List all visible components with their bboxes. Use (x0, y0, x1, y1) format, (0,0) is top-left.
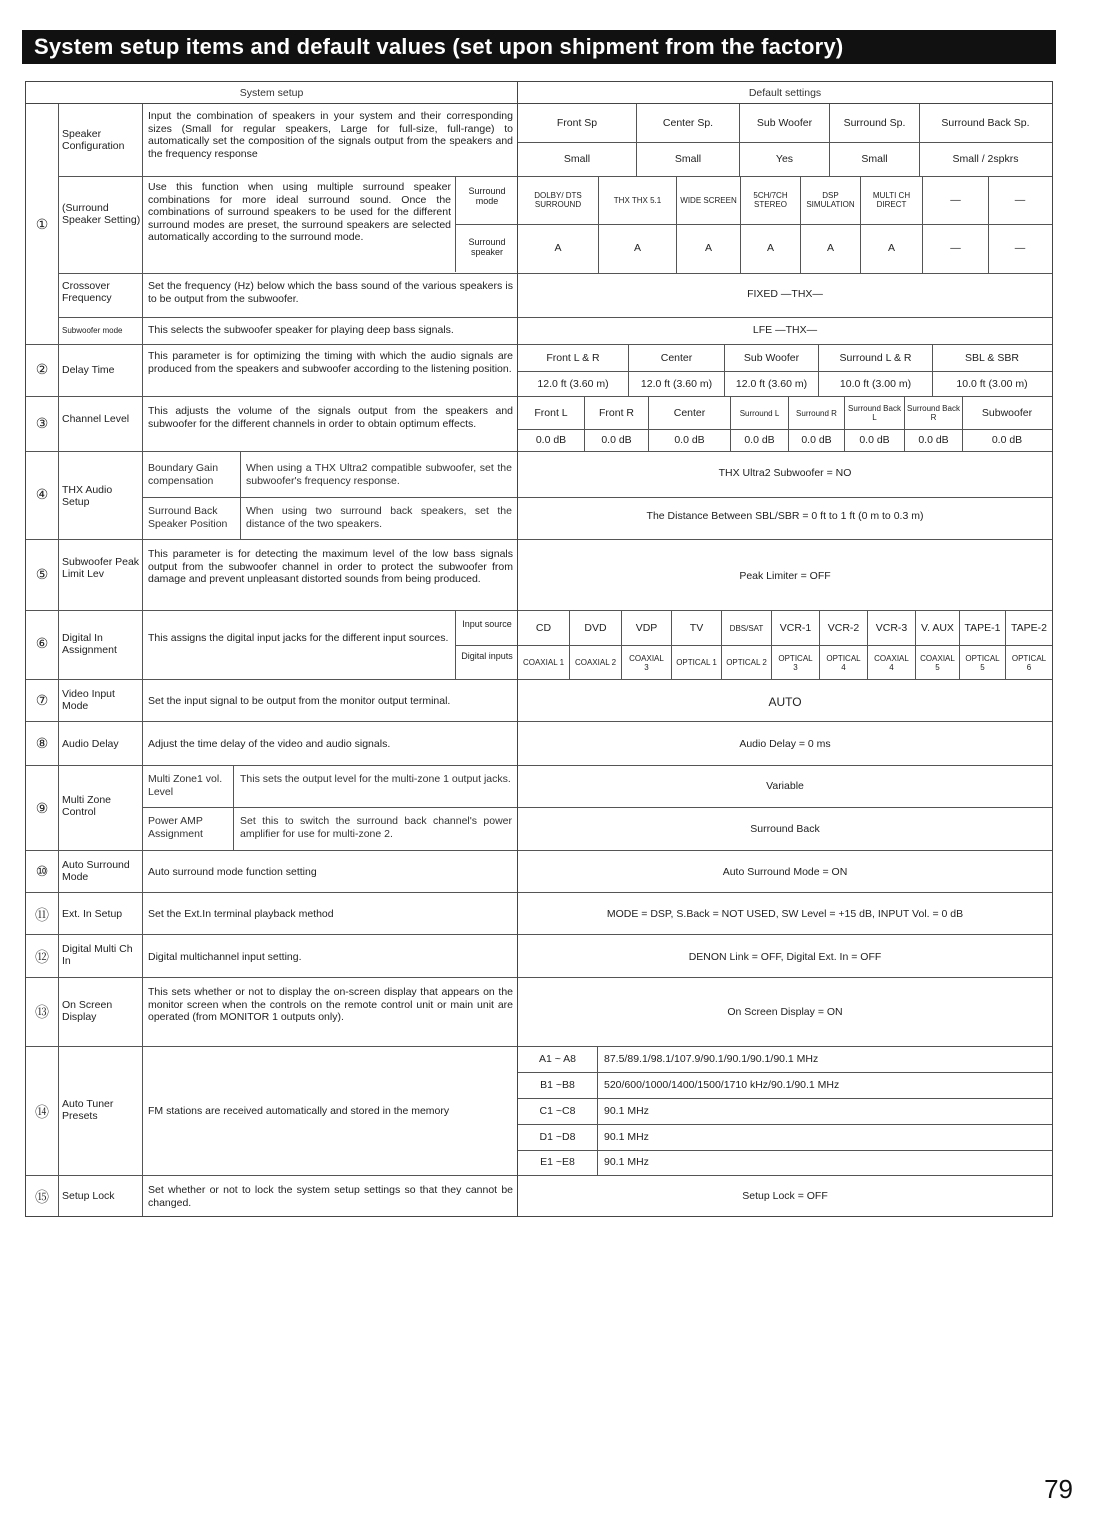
item-name: Channel Level (62, 413, 130, 425)
val-surround-sp: Small (829, 142, 919, 176)
input-assignment: COAXIAL 3 (621, 645, 671, 680)
level-value: 0.0 dB (730, 429, 788, 452)
level-value: 0.0 dB (584, 429, 648, 452)
item-description: This assigns the digital input jacks for the different input sources. (148, 632, 449, 644)
col-front-sp: Front Sp (556, 116, 598, 129)
source-label: VCR-3 (867, 611, 915, 645)
item-description: This parameter is for detecting the maximum level of the low bass signals output from the subwoofer channel in order to protect the subwoofer from damage and prevent unpleasant distorted sounds from being produced. (148, 548, 513, 585)
row-delay-time (26, 345, 517, 397)
source-label: TAPE-2 (1005, 611, 1052, 645)
input-assignment: OPTICAL 4 (819, 645, 867, 680)
row-digital-multi-ch-in (26, 935, 517, 978)
item-description: This parameter is for optimizing the timing with which the audio signals are produced from the speakers and subwoofer according to the listening position. (148, 350, 513, 375)
preset-band: B1 ~B8 (540, 1078, 575, 1091)
row-on-screen-display (26, 978, 517, 1047)
row-number: ⑮ (35, 1189, 49, 1205)
col-front-l: Front L (534, 406, 568, 419)
surround-speaker-value: A (676, 224, 740, 273)
row-number: ⑧ (35, 735, 49, 751)
col-front-r: Front R (584, 397, 648, 429)
label-surround-mode: Surround mode (468, 186, 506, 206)
item-description: Set the input signal to be output from the monitor output terminal. (148, 695, 451, 707)
label-digital-inputs: Digital inputs (461, 651, 513, 661)
mode-empty-1: — (922, 176, 988, 224)
mode-dsp-simulation: DSP SIMULATION (800, 176, 860, 224)
defaults-subwoofer-peak-limit (518, 540, 1052, 611)
defaults-digital-in-assignment (518, 611, 1052, 680)
item-description: Set the frequency (Hz) below which the bass sound of the various speakers is to be output from the subwoofer. (148, 280, 513, 305)
item-name: Delay Time (62, 364, 115, 376)
preset-band: C1 ~C8 (539, 1104, 576, 1117)
item-name: Subwoofer mode (62, 326, 123, 335)
preset-band: E1 ~E8 (540, 1156, 575, 1168)
preset-band: D1 ~D8 (539, 1130, 576, 1143)
col-surround-back-sp: Surround Back Sp. (919, 104, 1051, 142)
video-input-mode-value: AUTO (768, 695, 802, 709)
row-number: ⑦ (35, 692, 49, 708)
col-surround-sp: Surround Sp. (829, 104, 919, 142)
row-auto-tuner-presets (26, 1047, 517, 1176)
item-description: This adjusts the volume of the signals output from the speakers and subwoofer for the different channels in order to obtain optimum effects. (148, 405, 513, 430)
row-number: ① (35, 216, 49, 232)
item-name: Speaker Configuration (62, 128, 125, 152)
item-name: (Surround Speaker Setting) (62, 202, 141, 226)
item-description: Adjust the time delay of the video and audio signals. (148, 738, 391, 750)
boundary-gain-value: THX Ultra2 Subwoofer = NO (718, 467, 852, 479)
item-description: This selects the subwoofer speaker for playing deep bass signals. (148, 324, 454, 336)
val-surround-back-sp: Small / 2spkrs (919, 142, 1051, 176)
preset-band: A1 ~ A8 (538, 1053, 577, 1065)
system-setup-panel (25, 81, 518, 1217)
item-name: Audio Delay (62, 738, 119, 750)
setup-lock-value: Setup Lock = OFF (742, 1190, 828, 1202)
level-value: 0.0 dB (962, 429, 1051, 452)
level-value: 0.0 dB (648, 429, 730, 452)
row-subwoofer-peak-limit (26, 540, 517, 611)
input-assignment: COAXIAL 2 (569, 645, 621, 680)
item-name: Video Input Mode (62, 688, 115, 712)
item-name: Ext. In Setup (62, 908, 123, 920)
row-number: ⑨ (35, 800, 49, 816)
item-description: Set the Ext.In terminal playback method (148, 908, 334, 920)
input-assignment: OPTICAL 5 (959, 645, 1005, 680)
input-assignment: COAXIAL 4 (867, 645, 915, 680)
defaults-speaker-setup (518, 104, 1052, 345)
sub-item-description: When using two surround back speakers, set the distance of the two speakers. (246, 505, 512, 530)
row-thx-audio-setup (26, 452, 517, 540)
row-auto-surround-mode (26, 851, 517, 893)
level-value: 0.0 dB (844, 429, 904, 452)
page-title: System setup items and default values (set upon shipment from the factory) (22, 30, 1056, 64)
col-surround-back-r: Surround Back R (904, 397, 962, 429)
item-description: FM stations are received automatically and stored in the memory (148, 1105, 450, 1117)
defaults-auto-surround-mode (518, 851, 1052, 893)
val-center-sp: Small (636, 142, 739, 176)
row-number: ⑫ (35, 949, 49, 965)
item-description: Use this function when using multiple surround speaker combinations for more ideal surround sound. Once the combinations of surround speakers to be used for the different surround modes are preset, the surround speakers are selected automatically according to the surround mode. (148, 181, 451, 243)
item-name: Crossover Frequency (62, 280, 112, 304)
mode-dolby-dts: DOLBY/ DTS SURROUND (534, 191, 582, 209)
source-label: VCR-2 (819, 611, 867, 645)
sub-item-description: Set this to switch the surround back channel's power amplifier for use for multi-zone 2. (240, 815, 512, 840)
power-amp-assignment-value: Surround Back (750, 823, 820, 835)
subwoofer-mode-value: LFE —THX— (752, 324, 818, 336)
item-name: THX Audio Setup (62, 484, 113, 508)
input-assignment: OPTICAL 6 (1005, 645, 1052, 680)
mode-thx: THX THX 5.1 (598, 176, 676, 224)
peak-limiter-value: Peak Limiter = OFF (739, 570, 831, 582)
defaults-digital-multi-ch-in (518, 935, 1052, 978)
defaults-on-screen-display (518, 978, 1052, 1047)
multi-zone1-level-value: Variable (766, 780, 804, 792)
level-value: 0.0 dB (788, 429, 844, 452)
item-name: Subwoofer Peak Limit Lev (62, 556, 140, 580)
source-label: CD (535, 621, 552, 634)
preset-frequencies: 90.1 MHz (597, 1098, 1050, 1124)
val-sub-woofer: Yes (739, 142, 829, 176)
item-name: Setup Lock (62, 1190, 115, 1202)
delay-value: 10.0 ft (3.00 m) (932, 371, 1051, 397)
row-audio-delay (26, 722, 517, 766)
mode-multi-ch-direct: MULTI CH DIRECT (860, 176, 922, 224)
item-description: Set whether or not to lock the system setup settings so that they cannot be changed. (148, 1184, 513, 1209)
preset-frequencies: 520/600/1000/1400/1500/1710 kHz/90.1/90.1 MHz (597, 1072, 1050, 1098)
preset-frequencies: 87.5/89.1/98.1/107.9/90.1/90.1/90.1/90.1 MHz (597, 1047, 1050, 1072)
source-label: TV (671, 611, 721, 645)
defaults-auto-tuner-presets (518, 1047, 1052, 1176)
item-description: This sets whether or not to display the on-screen display that appears on the monitor screen when the controls on the remote control unit or main unit are operated (from MONITOR 1 outputs only). (148, 986, 513, 1023)
page-number: 79 (1044, 1474, 1073, 1504)
defaults-setup-lock (518, 1176, 1052, 1216)
row-number: ⑤ (35, 566, 49, 582)
col-surround-lr: Surround L & R (818, 345, 932, 371)
row-number: ⑩ (35, 863, 49, 879)
row-digital-in-assignment (26, 611, 517, 680)
mode-wide-screen: WIDE SCREEN (676, 176, 740, 224)
source-label: V. AUX (915, 611, 959, 645)
input-assignment: COAXIAL 1 (522, 658, 565, 667)
sub-item-label: Power AMP Assignment (148, 815, 203, 840)
val-front-sp: Small (563, 152, 591, 165)
mode-empty-2: — (988, 176, 1051, 224)
preset-frequencies: 90.1 MHz (597, 1124, 1050, 1150)
input-assignment: OPTICAL 1 (671, 645, 721, 680)
surround-speaker-value: A (800, 224, 860, 273)
col-surround-l: Surround L (730, 397, 788, 429)
auto-surround-mode-value: Auto Surround Mode = ON (722, 866, 848, 878)
col-center: Center (628, 345, 724, 371)
row-number: ④ (35, 486, 49, 502)
col-subwoofer: Subwoofer (962, 397, 1051, 429)
row-multi-zone-control (26, 766, 517, 851)
crossover-value: FIXED —THX— (747, 288, 823, 300)
item-description: Digital multichannel input setting. (148, 951, 302, 963)
sub-item-label: Surround Back Speaker Position (148, 505, 228, 530)
col-sub-woofer: Sub Woofer (739, 104, 829, 142)
mode-stereo: 5CH/7CH STEREO (740, 176, 800, 224)
item-description: Auto surround mode function setting (148, 866, 317, 878)
col-sub-woofer: Sub Woofer (724, 345, 818, 371)
delay-value: 10.0 ft (3.00 m) (818, 371, 932, 397)
row-number: ② (35, 361, 49, 377)
preset-frequencies: 90.1 MHz (597, 1150, 1050, 1175)
surround-speaker-value: A (554, 242, 562, 254)
surround-speaker-value: A (860, 224, 922, 273)
item-name: Auto Tuner Presets (62, 1098, 114, 1122)
defaults-multi-zone-control (518, 766, 1052, 851)
label-input-source: Input source (462, 619, 512, 629)
col-front-lr: Front L & R (546, 351, 600, 364)
col-center: Center (648, 397, 730, 429)
surround-speaker-value: — (988, 224, 1051, 273)
surround-speaker-value: A (740, 224, 800, 273)
level-value: 0.0 dB (535, 434, 567, 446)
surround-speaker-value: A (598, 224, 676, 273)
input-assignment: OPTICAL 2 (721, 645, 771, 680)
item-name: Digital Multi Ch In (62, 943, 133, 967)
col-sbl-sbr: SBL & SBR (932, 345, 1051, 371)
col-surround-back-l: Surround Back L (844, 397, 904, 429)
item-description: Input the combination of speakers in your system and their corresponding sizes (Small for regular speakers, Large for full-size, full-range) to automatically set the composition of the signals output from the speakers and the frequency response (148, 110, 513, 160)
row-number: ③ (35, 415, 49, 431)
row-channel-level (26, 397, 517, 452)
default-settings-header: Default settings (518, 82, 1052, 104)
defaults-video-input-mode (518, 680, 1052, 722)
defaults-audio-delay (518, 722, 1052, 766)
sub-item-description: When using a THX Ultra2 compatible subwoofer, set the subwoofer's frequency response. (246, 462, 512, 487)
level-value: 0.0 dB (904, 429, 962, 452)
defaults-channel-level (518, 397, 1052, 452)
row-speaker-setup (26, 104, 517, 345)
sub-item-label: Multi Zone1 vol. Level (148, 773, 223, 798)
row-ext-in-setup (26, 893, 517, 935)
item-name: Multi Zone Control (62, 794, 112, 818)
item-name: Auto Surround Mode (62, 859, 130, 883)
row-setup-lock (26, 1176, 517, 1216)
row-video-input-mode (26, 680, 517, 722)
audio-delay-value: Audio Delay = 0 ms (739, 738, 831, 750)
surround-speaker-value: — (922, 224, 988, 273)
defaults-thx-audio-setup (518, 452, 1052, 540)
surround-back-position-value: The Distance Between SBL/SBR = 0 ft to 1 ft (0 m to 0.3 m) (646, 510, 924, 522)
delay-value: 12.0 ft (3.60 m) (628, 371, 724, 397)
col-surround-r: Surround R (788, 397, 844, 429)
sub-item-label: Boundary Gain compensation (148, 462, 219, 487)
on-screen-display-value: On Screen Display = ON (727, 1006, 843, 1018)
source-label: VDP (621, 611, 671, 645)
source-label: DBS/SAT (721, 611, 771, 645)
label-surround-speaker: Surround speaker (468, 237, 506, 257)
input-assignment: COAXIAL 5 (915, 645, 959, 680)
digital-multi-ch-in-value: DENON Link = OFF, Digital Ext. In = OFF (688, 951, 882, 963)
system-setup-header: System setup (26, 82, 517, 104)
default-settings-panel (518, 81, 1053, 1217)
ext-in-setup-value: MODE = DSP, S.Back = NOT USED, SW Level = +15 dB, INPUT Vol. = 0 dB (606, 908, 964, 920)
input-assignment: OPTICAL 3 (771, 645, 819, 680)
row-number: ⑬ (35, 1004, 49, 1020)
delay-value: 12.0 ft (3.60 m) (724, 371, 818, 397)
item-name: On Screen Display (62, 999, 113, 1023)
row-number: ⑪ (35, 907, 49, 923)
row-number: ⑥ (35, 635, 49, 651)
defaults-delay-time (518, 345, 1052, 397)
col-center-sp: Center Sp. (636, 104, 739, 142)
source-label: TAPE-1 (959, 611, 1005, 645)
item-name: Digital In Assignment (62, 632, 117, 656)
sub-item-description: This sets the output level for the multi-zone 1 output jacks. (240, 773, 511, 785)
defaults-ext-in-setup (518, 893, 1052, 935)
delay-value: 12.0 ft (3.60 m) (537, 377, 609, 390)
source-label: DVD (569, 611, 621, 645)
source-label: VCR-1 (771, 611, 819, 645)
row-number: ⑭ (35, 1104, 49, 1120)
